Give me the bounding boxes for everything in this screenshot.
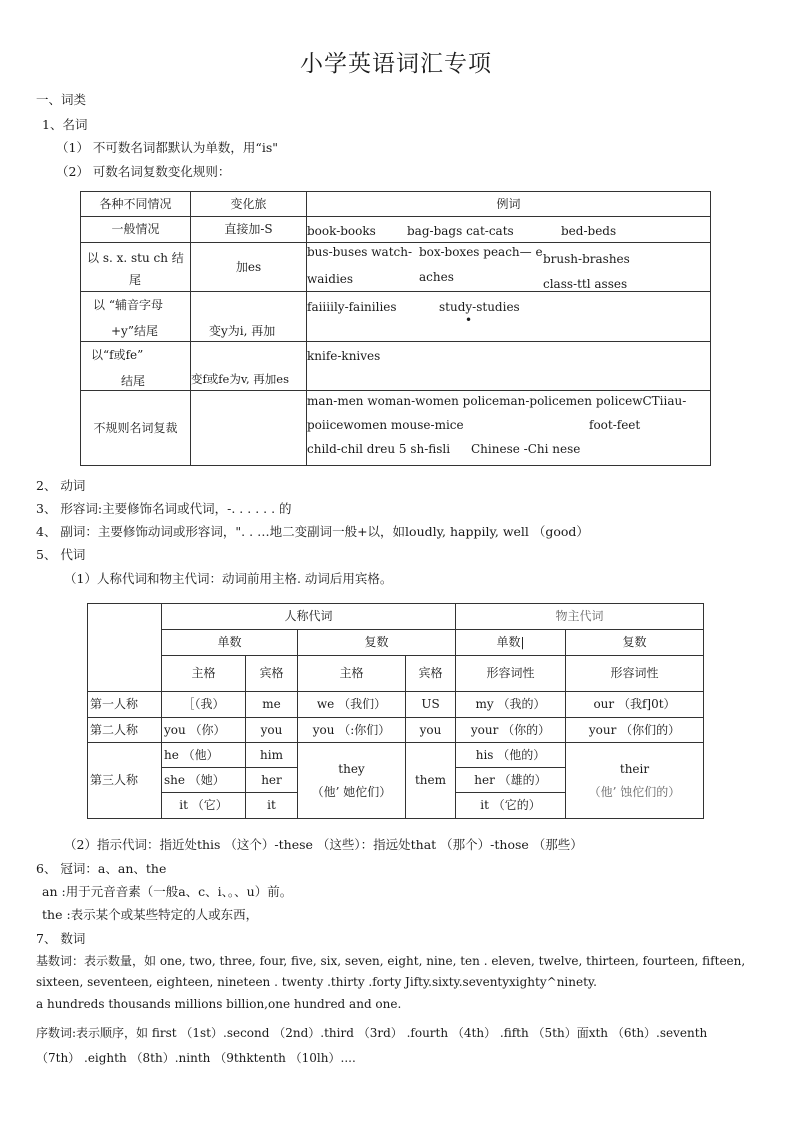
table-cell: your （你的） [456, 718, 566, 743]
page-title: 小学英语词汇专项 [300, 51, 492, 77]
table-cell [566, 743, 704, 819]
text-line: 基数词：表示数量，如 one, two, three, four, five, six, seven, eight, nine, ten . eleven, twelve, thirteen, fourteen, fifteen, [36, 954, 746, 968]
corner-cell [88, 604, 162, 692]
case-header: 形容词性 [456, 656, 566, 692]
table-cell: her [246, 768, 298, 793]
text-line: an :用于元音音素（一般a、c、i、。、u）前。 [42, 884, 293, 899]
example-word: bed-beds [561, 224, 617, 238]
table-cell: US [406, 692, 456, 718]
cell-line: 尾 [129, 273, 142, 287]
cell-line: 变f或fe为v, 再加es [191, 372, 289, 386]
case-header: 主格 [162, 656, 246, 692]
table-cell: you （你） [162, 718, 246, 743]
table-cell [191, 391, 307, 466]
table-cell [307, 391, 711, 466]
table-cell: your （你们的） [566, 718, 704, 743]
section-heading: 3、 形容词:主要修饰名词或代词，-. . . . . . 的 [36, 501, 292, 516]
number-header: 复数 [298, 630, 456, 656]
table-cell: 直接加-S [191, 217, 307, 243]
table-cell: you （:你们） [298, 718, 406, 743]
case-header: 主格 [298, 656, 406, 692]
table-cell [298, 743, 406, 819]
case-header: 宾格 [406, 656, 456, 692]
cell-line: they [338, 762, 365, 777]
table-cell [191, 292, 307, 342]
table-header: 例词 [307, 192, 711, 217]
table-cell: it （它的） [456, 793, 566, 819]
table-cell [307, 292, 711, 342]
number-header: 复数 [566, 630, 704, 656]
section-heading: 4、 副词：主要修饰动词或形容词，". . …地二变副词一般+以，如loudly, happily, well （good） [36, 524, 589, 539]
pronoun-table [87, 603, 704, 819]
table-cell: our （我f]0t） [566, 692, 704, 718]
noun-plural-table [80, 191, 711, 466]
row-label: 第一人称 [88, 692, 162, 718]
example-word: bus-buses watch- [307, 245, 413, 259]
number-header: 单数 [162, 630, 298, 656]
table-cell: 不规则名词复裁 [81, 391, 191, 466]
table-cell: 加es [191, 243, 307, 292]
section-heading: 6、 冠词：a、an、the [36, 861, 167, 876]
text-line: （7th） .eighth （8th）.ninth （9thktenth （10lh）.... [36, 1051, 356, 1065]
text-line: （2）指示代词：指近处this （这个）-these （这些）：指远处that （那个）-those （那些） [64, 837, 583, 852]
section-heading: 2、 动词 [36, 478, 86, 493]
table-header: 各种不同情况 [81, 192, 191, 217]
case-header: 形容词性 [566, 656, 704, 692]
row-label: 第三人称 [88, 743, 162, 819]
table-cell: it （它） [162, 793, 246, 819]
table-cell: we （我们） [298, 692, 406, 718]
cell-line: their [619, 762, 650, 777]
table-cell: ［（我） [162, 692, 246, 718]
table-cell: me [246, 692, 298, 718]
table-cell: you [246, 718, 298, 743]
example-word: class-ttl asses [543, 277, 628, 291]
cell-line: 以 s. x. stu ch 结 [87, 251, 184, 265]
table-cell: you [406, 718, 456, 743]
table-cell [191, 342, 307, 391]
table-cell: it [246, 793, 298, 819]
table-cell: she （她） [162, 768, 246, 793]
example-word: box-boxes peach— e [419, 245, 543, 259]
table-cell: he （他） [162, 743, 246, 768]
example-word: brush-brashes [543, 252, 630, 266]
table-cell [81, 243, 191, 292]
example-word: aches [419, 270, 454, 284]
table-cell: him [246, 743, 298, 768]
section-heading: 7、 数词 [36, 931, 86, 946]
cell-line: 变y为i, 再加 [209, 324, 276, 338]
text-line: a hundreds thousands millions billion,one hundred and one. [36, 997, 402, 1011]
cell-line: （他’ 她佗们） [311, 784, 392, 799]
text-line: （1）人称代词和物主代词：动词前用主格. 动词后用宾格。 [64, 571, 393, 586]
table-cell [81, 292, 191, 342]
table-cell [307, 243, 711, 292]
row-label: 第二人称 [88, 718, 162, 743]
section-heading: 一、词类 [36, 92, 87, 107]
example-word: study-studies [439, 300, 520, 314]
table-cell: 一般情况 [81, 217, 191, 243]
table-header: 变化旅 [191, 192, 307, 217]
table-cell [307, 342, 711, 391]
subsection-heading: 1、名词 [42, 117, 88, 132]
group-header: 人称代词 [162, 604, 456, 630]
table-cell: his （他的） [456, 743, 566, 768]
section-heading: 5、 代词 [36, 547, 86, 562]
text-line: the :表示某个或某些特定的人或东西， [42, 907, 259, 922]
example-word: poiicewomen mouse-mice [307, 418, 464, 432]
example-word: Chinese -Chi nese [471, 442, 581, 456]
group-header: 物主代词 [456, 604, 704, 630]
table-cell: her （雄的） [456, 768, 566, 793]
cell-line: （他’ 蚀佗们的） [588, 784, 681, 799]
dot-mark: • [465, 313, 473, 327]
cell-line: 以“f或fe” [91, 348, 144, 362]
example-word: foot-feet [589, 418, 641, 432]
text-line: sixteen, seventeen, eighteen, nineteen . twenty .thirty .forty Jifty.sixty.seventyxighty^ninety. [36, 975, 597, 989]
table-cell: my （我的） [456, 692, 566, 718]
example-word: child-chil dreu 5 sh-fisli [307, 442, 451, 456]
number-header: 单数| [456, 630, 566, 656]
cell-line: 以 “辅音字母 [93, 298, 163, 312]
text-line: 序数词:表示顺序，如 first （1st）.second （2nd）.third （3rd） .fourth （4th） .fifth （5th）面xth （6th）.seventh [36, 1026, 708, 1040]
example-word: man-men woman-women policeman-policemen policewCTiiau- [307, 394, 687, 408]
example-word: faiiiily-fainilies [307, 300, 397, 314]
case-header: 宾格 [246, 656, 298, 692]
example-word: bag-bags cat-cats [407, 224, 514, 238]
table-cell [81, 342, 191, 391]
cell-line: +y”结尾 [111, 324, 158, 338]
text-line: （2） 可数名词复数变化规则： [56, 164, 231, 179]
text-line: （1） 不可数名词都默认为单数，用“is" [56, 140, 278, 155]
example-word: waidies [307, 272, 354, 286]
table-cell [307, 217, 711, 243]
table-cell: them [406, 743, 456, 819]
cell-line: 结尾 [121, 374, 146, 388]
example-word: knife-knives [307, 349, 381, 363]
example-word: book-books [307, 224, 376, 238]
